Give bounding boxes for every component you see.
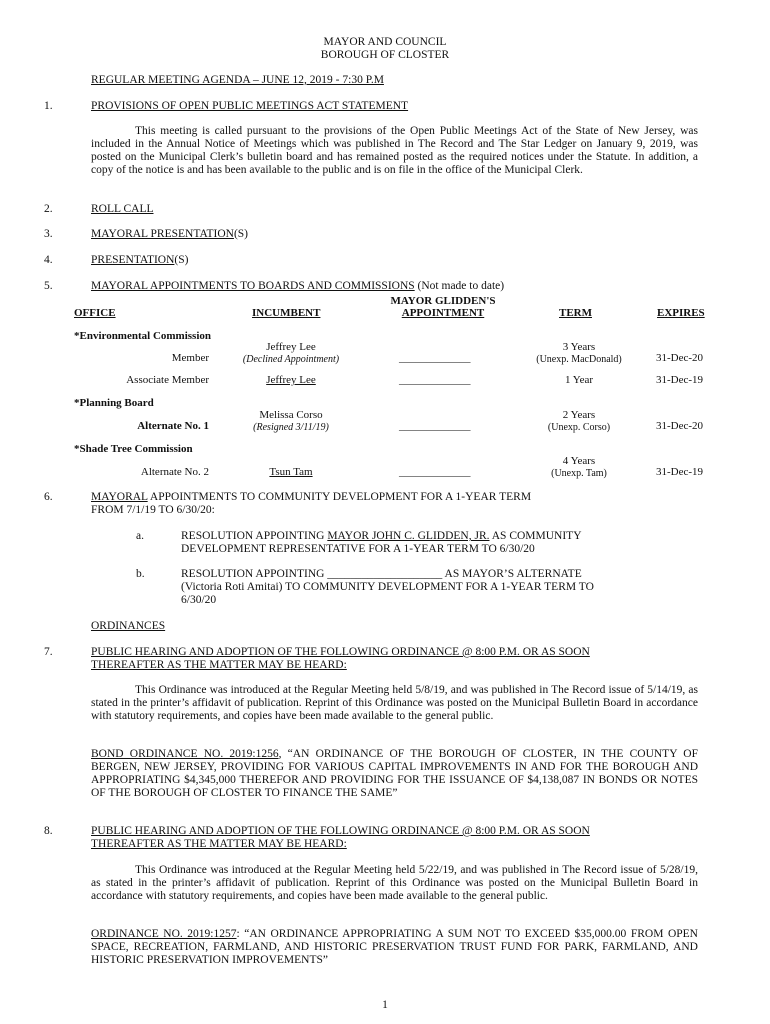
header-line1: MAYOR AND COUNCIL bbox=[323, 36, 447, 48]
row1-appointment-blank: _____________ bbox=[399, 352, 471, 364]
row4-office: Alternate No. 2 bbox=[140, 466, 209, 478]
item-3-title bbox=[91, 228, 248, 241]
group-environmental-commission: *Environmental Commission bbox=[74, 330, 212, 342]
row3-note: (Resigned 3/11/19) bbox=[253, 422, 329, 433]
item-7-ordinance-number: BOND ORDINANCE NO. 2019:1256 bbox=[91, 748, 279, 760]
row3-term: 2 Years bbox=[562, 409, 596, 421]
row4-term: 4 Years bbox=[562, 455, 596, 467]
row3-expires: 31-Dec-20 bbox=[656, 420, 704, 432]
item-7-ordinance-text: , “AN ORDINANCE OF THE BOROUGH OF CLOSTER, IN THE COUNTY OF BERGEN, NEW JERSEY, PROVIDING FOR VARIOUS CAPITAL IMPROVEMENTS IN AND FOR THE BOROUGH AND APPROPRIATING $4,345,000 THEREFOR AND PROVIDING FOR THE ISSUANCE OF $4,138,087 IN BONDS OR NOTES OF THE BOROUGH OF CLOSTER TO FINANCE THE SAME” bbox=[91, 748, 698, 799]
row3-term-detail: (Unexp. Corso) bbox=[547, 422, 611, 433]
col-header-incumbent: INCUMBENT bbox=[252, 307, 321, 319]
item-1-number: 1. bbox=[44, 100, 53, 112]
row4-expires: 31-Dec-19 bbox=[656, 466, 704, 478]
item-6-title-line2: FROM 7/1/19 TO 6/30/20: bbox=[91, 504, 215, 516]
row1-note: (Declined Appointment) bbox=[242, 354, 340, 365]
row3-office: Alternate No. 1 bbox=[137, 420, 209, 432]
item-1-body: This meeting is called pursuant to the provisions of the Open Public Meetings Act of the State of New Jersey, was included in the Annual Notice of Meetings which was published in The Record and The Star Ledger on January 9, 2019, was posted on the Municipal Clerk’s bulletin board and has remained posted as the required notices under the Statute. In addition, a copy of the notice is and has been available to the public and is on file in the office of the Municipal Clerk. bbox=[91, 125, 698, 176]
row2-term: 1 Year bbox=[564, 374, 594, 386]
item-1-title: PROVISIONS OF OPEN PUBLIC MEETINGS ACT STATEMENT bbox=[91, 100, 409, 112]
item-6-title-rest: APPOINTMENTS TO COMMUNITY DEVELOPMENT FOR A 1-YEAR TERM bbox=[147, 491, 532, 503]
item-4-number: 4. bbox=[44, 254, 53, 266]
item-6-number: 6. bbox=[44, 491, 53, 503]
item-3-title-suffix: (S) bbox=[233, 228, 249, 240]
item-8-ordinance bbox=[91, 928, 698, 967]
ordinances-heading: ORDINANCES bbox=[91, 620, 166, 632]
item-6b-line1: RESOLUTION APPOINTING ____________________ AS MAYOR’S ALTERNATE bbox=[181, 568, 582, 580]
row2-expires: 31-Dec-19 bbox=[656, 374, 704, 386]
item-8-ordinance-text: : “AN ORDINANCE APPROPRIATING A SUM NOT TO EXCEED $35,000.00 FROM OPEN SPACE, RECREATION, FARMLAND, AND HISTORIC PRESERVATION TRUST FUND FOR PARK, FARMLAND, AND HISTORIC PRESERVATION IMPROVEMENTS” bbox=[91, 928, 698, 966]
col-header-expires: EXPIRES bbox=[657, 307, 705, 319]
item-8-title-line2: THEREAFTER AS THE MATTER MAY BE HEARD: bbox=[91, 838, 347, 850]
item-7-body: This Ordinance was introduced at the Regular Meeting held 5/8/19, and was published in The Record issue of 5/14/19, as stated in the printer’s affidavit of publication. Reprint of this Ordinance was posted on the Municipal Bulletin Board in accordance with statutory requirements, and copies have been made available to the general public. bbox=[91, 684, 698, 722]
item-2-title: ROLL CALL bbox=[91, 203, 154, 215]
row4-incumbent: Tsun Tam bbox=[269, 466, 313, 478]
item-6-title-underlined: MAYORAL bbox=[91, 491, 148, 503]
row2-appointment-blank: _____________ bbox=[399, 374, 471, 386]
item-7-number: 7. bbox=[44, 646, 53, 658]
item-6a-pre: RESOLUTION APPOINTING bbox=[181, 530, 328, 542]
item-7-ordinance bbox=[91, 748, 698, 800]
group-shade-tree-commission: *Shade Tree Commission bbox=[74, 443, 193, 455]
item-6a-label: a. bbox=[136, 530, 144, 542]
item-4-title-underlined: PRESENTATION bbox=[91, 254, 175, 266]
item-3-title-underlined: MAYORAL PRESENTATION bbox=[91, 228, 234, 240]
item-6b-line2: (Victoria Roti Amitai) TO COMMUNITY DEVELOPMENT FOR A 1-YEAR TERM TO bbox=[181, 581, 594, 593]
item-6a-appointee: MAYOR JOHN C. GLIDDEN, JR. bbox=[327, 530, 490, 542]
item-2-number: 2. bbox=[44, 203, 53, 215]
item-4-title-suffix: (S) bbox=[174, 254, 189, 266]
item-7-title-line1: PUBLIC HEARING AND ADOPTION OF THE FOLLOWING ORDINANCE @ 8:00 P.M. OR AS SOON bbox=[91, 646, 590, 658]
item-6a-post: AS COMMUNITY bbox=[489, 530, 582, 542]
col-header-term: TERM bbox=[559, 307, 592, 319]
row3-incumbent: Melissa Corso bbox=[259, 409, 323, 421]
item-7-title-line2: THEREAFTER AS THE MATTER MAY BE HEARD: bbox=[91, 659, 347, 671]
item-5-title-underlined: MAYORAL APPOINTMENTS TO BOARDS AND COMMISSIONS bbox=[91, 280, 415, 292]
col-header-appointment-line1: MAYOR GLIDDEN'S bbox=[390, 295, 496, 307]
item-4-title bbox=[91, 254, 188, 267]
group-planning-board: *Planning Board bbox=[74, 397, 154, 409]
row1-term: 3 Years bbox=[562, 341, 596, 353]
row1-term-detail: (Unexp. MacDonald) bbox=[536, 354, 622, 365]
item-6b-line3: 6/30/20 bbox=[181, 594, 217, 606]
item-6a-line1 bbox=[181, 530, 582, 543]
item-5-title-suffix: (Not made to date) bbox=[414, 280, 505, 292]
header-line2: BOROUGH OF CLOSTER bbox=[320, 49, 450, 61]
item-5-title bbox=[91, 280, 504, 293]
row2-incumbent: Jeffrey Lee bbox=[266, 374, 316, 386]
item-8-body: This Ordinance was introduced at the Regular Meeting held 5/22/19, and was published in The Record issue of 5/28/19, as stated in the printer’s affidavit of publication. Reprint of this Ordinance was posted on the Municipal Bulletin Board in accordance with statutory requirements, and copies have been made available to the general public. bbox=[91, 864, 698, 902]
col-header-appointment-line2: APPOINTMENT bbox=[401, 307, 485, 319]
row3-appointment-blank: _____________ bbox=[399, 420, 471, 432]
row1-incumbent: Jeffrey Lee bbox=[266, 341, 316, 353]
row2-office: Associate Member bbox=[126, 374, 209, 386]
item-6-title bbox=[91, 491, 531, 504]
page-number: 1 bbox=[382, 999, 388, 1011]
item-8-title-line1: PUBLIC HEARING AND ADOPTION OF THE FOLLOWING ORDINANCE @ 8:00 P.M. OR AS SOON bbox=[91, 825, 590, 837]
row1-expires: 31-Dec-20 bbox=[656, 352, 704, 364]
row4-appointment-blank: _____________ bbox=[399, 466, 471, 478]
col-header-office: OFFICE bbox=[74, 307, 116, 319]
item-3-number: 3. bbox=[44, 228, 53, 240]
item-5-number: 5. bbox=[44, 280, 53, 292]
agenda-title: REGULAR MEETING AGENDA – JUNE 12, 2019 - 7:30 P.M bbox=[91, 74, 384, 86]
item-8-ordinance-number: ORDINANCE NO. 2019:1257 bbox=[91, 928, 237, 940]
row4-term-detail: (Unexp. Tam) bbox=[551, 468, 607, 479]
item-6a-line2: DEVELOPMENT REPRESENTATIVE FOR A 1-YEAR TERM TO 6/30/20 bbox=[181, 543, 535, 555]
item-8-number: 8. bbox=[44, 825, 53, 837]
row1-office: Member bbox=[171, 352, 209, 364]
item-6b-label: b. bbox=[136, 568, 145, 580]
